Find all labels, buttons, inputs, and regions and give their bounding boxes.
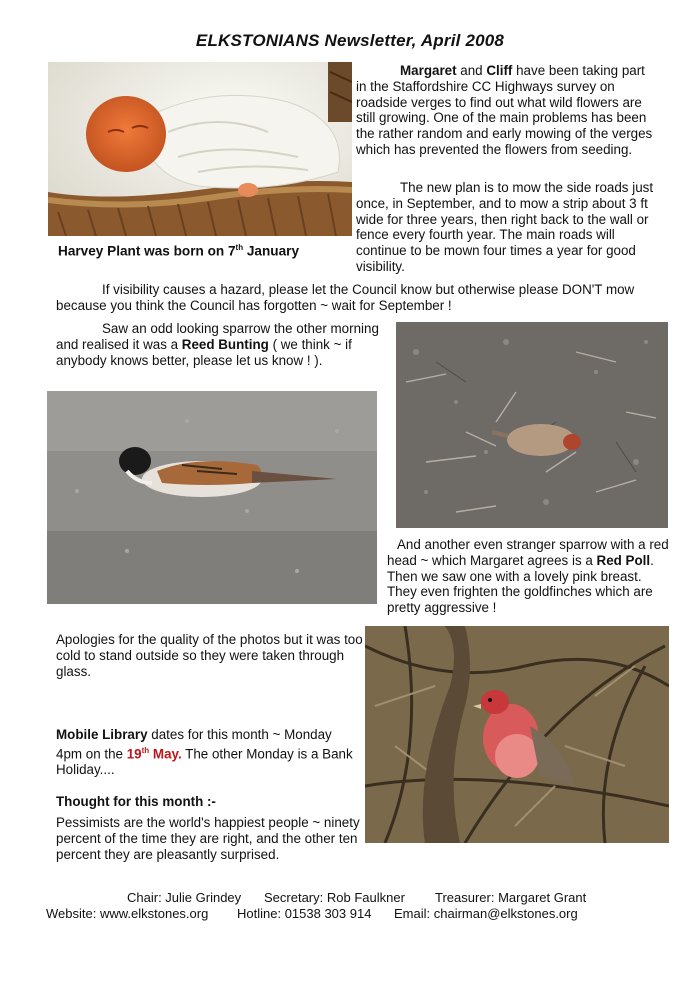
footer-website[interactable]: Website: www.elkstones.org xyxy=(46,906,209,921)
verges-paragraph-3: If visibility causes a hazard, please let the Council know but otherwise please DON'T mow because you think the Council has forgotten ~ wait for September ! xyxy=(56,282,635,313)
baby-caption: Harvey Plant was born on 7th January xyxy=(58,243,300,259)
footer-chair: Chair: Julie Grindey xyxy=(127,890,242,905)
footer-secretary: Secretary: Rob Faulkner xyxy=(264,890,405,905)
red-poll-ground-photo xyxy=(396,322,668,528)
pink-bird-photo xyxy=(365,626,669,843)
reed-bunting-paragraph: Saw an odd looking sparrow the other morning and realised it was a Reed Bunting ( we think ~ if anybody knows better, please let us know ! ). xyxy=(56,321,379,368)
newsletter-title: ELKSTONIANS Newsletter, April 2008 xyxy=(195,31,505,50)
red-poll-paragraph: And another even stranger sparrow with a red head ~ which Margaret agrees is a Red Poll. Then we saw one with a lovely pink breast. They even frighten the goldfinches which are pretty aggressive ! xyxy=(387,537,669,616)
thought-paragraph: Pessimists are the world's happiest people ~ ninety percent of the time they are right, and the other ten percent they are pleasantly surprised. xyxy=(56,815,360,862)
verges-paragraph-1: Margaret and Cliff have been taking part in the Staffordshire CC Highways survey on roadside verges to find out what wild flowers are still growing. One of the main problems has been the rather random and early mowing of the verges which has prevented the flowers from seeding. xyxy=(356,63,653,157)
footer-email[interactable]: Email: chairman@elkstones.org xyxy=(394,906,578,921)
baby-photo xyxy=(48,62,352,236)
footer-treasurer: Treasurer: Margaret Grant xyxy=(435,890,587,905)
apologies-paragraph: Apologies for the quality of the photos but it was too cold to stand outside so they were taken through glass. xyxy=(56,632,363,679)
mobile-library-paragraph: Mobile Library dates for this month ~ Monday 4pm on the 19th May. The other Monday is a Bank Holiday.... xyxy=(56,727,353,778)
footer-hotline: Hotline: 01538 303 914 xyxy=(237,906,372,921)
thought-heading: Thought for this month :- xyxy=(56,794,216,809)
reed-bunting-photo xyxy=(47,391,377,604)
verges-paragraph-2: The new plan is to mow the side roads just once, in September, and to mow a strip about 3 ft wide for three years, then right back to the wall or fence every fourth year. The main roads will continue to be mown four times a year for good visibility. xyxy=(356,180,654,274)
